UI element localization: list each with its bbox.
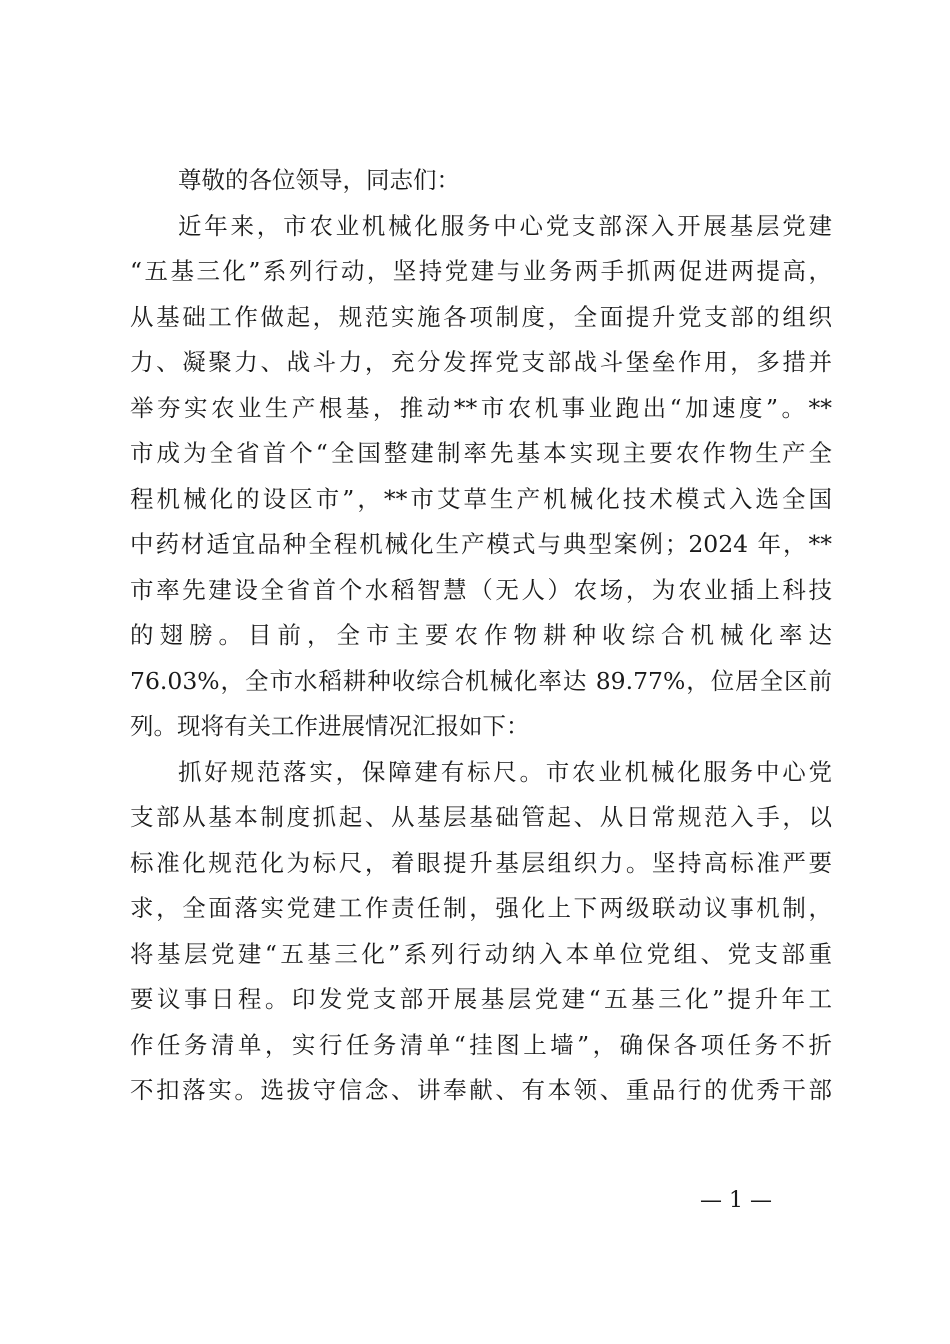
- document-body: [130, 158, 832, 1114]
- paragraph-line: 要议事日程。印发党支部开展基层党建“五基三化”提升年工: [130, 985, 832, 1013]
- salutation: 尊敬的各位领导，同志们：: [178, 166, 460, 194]
- paragraph-line: 标准化规范化为标尺，着眼提升基层组织力。坚持高标准严要: [130, 848, 832, 877]
- paragraph-2: [130, 750, 832, 1114]
- paragraph-line: 作任务清单，实行任务清单“挂图上墙”，确保各项任务不折: [130, 1030, 832, 1059]
- paragraph-line: 力、凝聚力、战斗力，充分发挥党支部战斗堡垒作用，多措并: [130, 348, 832, 376]
- paragraph-line: 抓好规范落实，保障建有标尺。市农业机械化服务中心党: [178, 757, 832, 786]
- page-number: — 1 —: [700, 1188, 772, 1213]
- paragraph-line: 中药材适宜品种全程机械化生产模式与典型案例；2024 年，**: [130, 530, 832, 558]
- paragraph-line: 76.03%，全市水稻耕种收综合机械化率达 89.77%，位居全区前: [130, 666, 832, 695]
- paragraph-line: “五基三化”系列行动，坚持党建与业务两手抓两促进两提高，: [130, 257, 832, 285]
- paragraph-line: 列。现将有关工作进展情况汇报如下：: [130, 712, 530, 740]
- paragraph-line: 举夯实农业生产根基，推动**市农机事业跑出“加速度”。**: [130, 393, 832, 422]
- paragraph-line: 程机械化的设区市”，**市艾草生产机械化技术模式入选全国: [130, 484, 832, 513]
- paragraph-line: 求，全面落实党建工作责任制，强化上下两级联动议事机制，: [130, 894, 832, 922]
- paragraph-line: 近年来，市农业机械化服务中心党支部深入开展基层党建: [178, 211, 832, 240]
- paragraph-line: 的翅膀。目前，全市主要农作物耕种收综合机械化率达: [130, 621, 832, 649]
- paragraph-line: 支部从基本制度抓起、从基层基础管起、从日常规范入手，以: [130, 803, 832, 831]
- paragraph-line: 从基础工作做起，规范实施各项制度，全面提升党支部的组织: [130, 302, 832, 331]
- paragraph-1: [130, 204, 832, 750]
- paragraph-line: 市成为全省首个“全国整建制率先基本实现主要农作物生产全: [130, 439, 832, 467]
- paragraph-line: 将基层党建“五基三化”系列行动纳入本单位党组、党支部重: [130, 939, 832, 968]
- paragraph-line: 市率先建设全省首个水稻智慧（无人）农场，为农业插上科技: [130, 575, 832, 604]
- paragraph-line: 不扣落实。选拔守信念、讲奉献、有本领、重品行的优秀干部: [130, 1076, 832, 1104]
